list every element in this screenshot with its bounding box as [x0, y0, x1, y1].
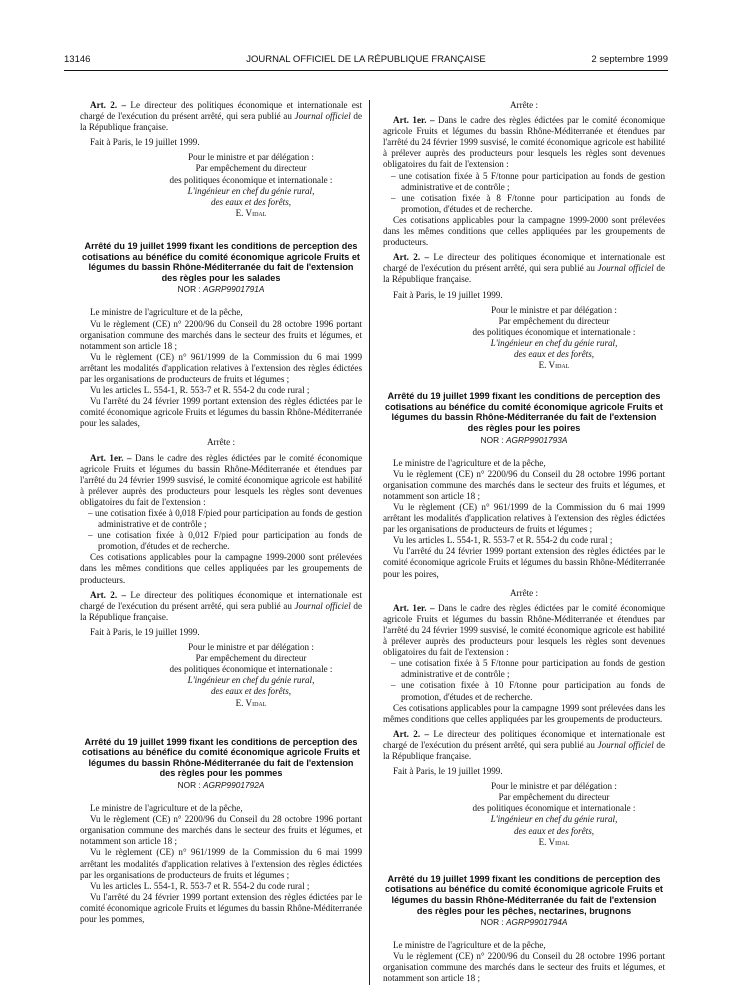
arrete-heading: Arrête : — [509, 100, 539, 110]
issue-date: 2 septembre 1999 — [591, 54, 668, 65]
header-rule — [64, 70, 668, 71]
nor-reference: NOR : AGRP9901794A — [480, 917, 568, 928]
signature-block: Pour le ministre et par délégation : Par empêchement du directeur des politiques économique et internationale : L'ingénieur en chef du génie rural, des eaux et des forêts, E. Vidal — [140, 152, 362, 219]
signatory-name: E. Vidal — [235, 207, 267, 218]
nor-reference: NOR : AGRP9901791A — [177, 284, 265, 295]
article-label: Art. 2. – — [393, 728, 430, 739]
decree-title: Arrêté du 19 juillet 1999 fixant les conditions de perception des cotisations au bénéfice du comité économique agricole Fruits et légumes du bassin Rhône-Méditerranée du fait de l'extension des règles pour les pêches, nectarines, brugnons — [385, 873, 663, 916]
article-label: Art. 2. – — [90, 100, 127, 110]
journal-title: JOURNAL OFFICIEL DE LA RÉPUBLIQUE FRANÇAISE — [246, 54, 486, 65]
signatory-name: E. Vidal — [538, 360, 570, 371]
signature-block: Pour le ministre et par délégation : Par empêchement du directeur des politiques économique et internationale : L'ingénieur en chef du génie rural, des eaux et des forêts, E. Vidal — [443, 781, 665, 848]
article-label: Art. 1er. – — [393, 115, 435, 126]
nor-reference: NOR : AGRP9901792A — [177, 779, 265, 790]
nor-reference: NOR : AGRP9901793A — [480, 434, 568, 445]
signature-block: Pour le ministre et par délégation : Par empêchement du directeur des politiques économique et internationale : L'ingénieur en chef du génie rural, des eaux et des forêts, E. Vidal — [140, 642, 362, 709]
signature-block: Pour le ministre et par délégation : Par empêchement du directeur des politiques économique et internationale : L'ingénieur en chef du génie rural, des eaux et des forêts, E. Vidal — [443, 305, 665, 372]
page-number: 13146 — [64, 54, 91, 65]
article-label: Art. 2. – — [393, 252, 430, 263]
arrete-heading: Arrête : — [206, 437, 236, 448]
arrete-heading: Arrête : — [509, 587, 539, 598]
decree-title: Arrêté du 19 juillet 1999 fixant les conditions de perception des cotisations au bénéfice du comité économique agricole Fruits et légumes du bassin Rhône-Méditerranée du fait de l'extension des règles pour les salades — [82, 240, 360, 283]
article-label: Art. 1er. – — [393, 602, 435, 613]
decree-title: Arrêté du 19 juillet 1999 fixant les conditions de perception des cotisations au bénéfice du comité économique agricole Fruits et légumes du bassin Rhône-Méditerranée du fait de l'extension des règles pour les poires — [385, 391, 663, 433]
column-divider — [369, 100, 370, 985]
article-label: Art. 1er. – — [90, 452, 132, 463]
page-header — [64, 54, 668, 67]
decree-title: Arrêté du 19 juillet 1999 fixant les conditions de perception des cotisations au bénéfice du comité économique agricole Fruits et légumes du bassin Rhône-Méditerranée du fait de l'extension des règles pour les pommes — [82, 736, 360, 779]
signatory-name: E. Vidal — [538, 836, 570, 847]
article-label: Art. 2. – — [90, 589, 127, 600]
signatory-name: E. Vidal — [235, 697, 267, 708]
right-column: Arrête : Art. 1er. – Dans le cadre des règles édictées par le comité économique agricole Fruits et légumes du bassin Rhône-Méditerranée et étendues par l'arrêté du 24 février 1999 susvisé, le comité économique agricole est habilité à prélever auprès des producteurs pour lesquels les règles sont devenues obligatoires du fait de l'extension : – une cotisation fixée à 5 F/tonne pour participation au fonds de gestion administrative et de contrôle ; – une cotisation fixée à 8 F/tonne pour participation au fonds de promotion, d'études et de recherche. Ces cotisations applicables pour la campagne 1999-2000 sont prélevées dans les mêmes conditions que celles appliquées par les groupements de producteurs. Art. 2. – Le directeur des politiques économique et internationale est chargé de l'exécution du présent arrêté, qui sera publié au Journal officiel de la République française. Fait à Paris, le 19 juillet 1999. Pour le ministre et par délégation : Par empêchement du directeur des politiques économique et internationale : L'ingénieur en chef du génie rural, des eaux et des forêts, E. Vidal Arrêté du 19 juillet 1999 fixant les conditions de perception des cotisations au bénéfice du comité économique agricole Fruits et légumes du bassin Rhône-Méditerranée du fait de l'extension des règles pour les poires NOR : AGRP9901793A Le ministre de l'agriculture et de la pêche, Vu le règlement (CE) n° 2200/96 du Conseil du 28 octobre 1996 portant organisation commune des marchés dans le secteur des fruits et légumes, et notamment son article 18 ; Vu le règlement (CE) n° 961/1999 de la Commission du 6 mai 1999 arrêtant les modalités d'application relatives à l'extension des règles édictées par les organisations de producteurs de fruits et légumes ; Vu les articles L. 554-1, R. 553-7 et R. 554-2 du code rural ; Vu l'arrêté du 24 février 1999 portant extension des règles édictées par le comité économique agricole Fruits et légumes du bassin Rhône-Méditerranée pour les poires, Arrête : Art. 1er. – Dans le cadre des règles édictées par le comité économique agricole Fruits et légumes du bassin Rhône-Méditerranée et étendues par l'arrêté du 24 février 1999 susvisé, le comité économique agricole est habilité à prélever auprès des producteurs pour lesquels les règles sont devenues obligatoires du fait de l'extension : – une cotisation fixée à 5 F/tonne pour participation au fonds de gestion administrative et de contrôle ; – une cotisation fixée à 10 F/tonne pour participation au fonds de promotion, d'études et de recherche. Ces cotisations applicables pour la campagne 1999 sont prélevées dans les mêmes conditions que celles appliquées par les groupements de producteurs. Art. 2. – Le directeur des politiques économique et internationale est chargé de l'exécution du présent arrêté, qui sera publié au Journal officiel de la République française. Fait à Paris, le 19 juillet 1999. Pour le ministre et par délégation : Par empêchement du directeur des politiques économique et internationale : L'ingénieur en chef du génie rural, des eaux et des forêts, E. Vidal Arrêté du 19 juillet 1999 fixant les conditions de perception des cotisations au bénéfice du comité économique agricole Fruits et légumes du bassin Rhône-Méditerranée du fait de l'extension des règles pour les pêches, nectarines, brugnons NOR : AGRP9901794A Le ministre de l'agriculture et de la pêche, Vu le règlement (CE) n° 2200/96 du Conseil du 28 octobre 1996 portant organisation commune des marchés dans le secteur des fruits et légumes, et notamment son article 18 ; — [383, 100, 665, 984]
article-2-paragraph: Art. 2. – Le directeur des politiques économique et internationale est chargé de l'exécution du présent arrêté, qui sera publié au Journal officiel de la République française. — [80, 100, 362, 133]
fait-a-paris: Fait à Paris, le 19 juillet 1999. — [90, 137, 200, 148]
left-column: Art. 2. – Le directeur des politiques économique et internationale est chargé de l'exécution du présent arrêté, qui sera publié au Journal officiel de la République française. Fait à Paris, le 19 juillet 1999. Pour le ministre et par délégation : Par empêchement du directeur des politiques économique et internationale : L'ingénieur en chef du génie rural, des eaux et des forêts, E. Vidal Arrêté du 19 juillet 1999 fixant les conditions de perception des cotisations au bénéfice du comité économique agricole Fruits et légumes du bassin Rhône-Méditerranée du fait de l'extension des règles pour les salades NOR : AGRP9901791A Le ministre de l'agriculture et de la pêche, Vu le règlement (CE) n° 2200/96 du Conseil du 28 octobre 1996 portant organisation commune des marchés dans le secteur des fruits et légumes, et notamment son article 18 ; Vu le règlement (CE) n° 961/1999 de la Commission du 6 mai 1999 arrêtant les modalités d'application relatives à l'extension des règles édictées par les organisations de producteurs de fruits et légumes ; Vu les articles L. 554-1, R. 553-7 et R. 554-2 du code rural ; Vu l'arrêté du 24 février 1999 portant extension des règles édictées par le comité économique agricole Fruits et légumes du bassin Rhône-Méditerranée pour les salades, Arrête : Art. 1er. – Dans le cadre des règles édictées par le comité économique agricole Fruits et légumes du bassin Rhône-Méditerranée et étendues par l'arrêté du 24 février 1999 susvisé, le comité économique agricole est habilité à prélever auprès des producteurs pour lesquels les règles sont devenues obligatoires du fait de l'extension : – une cotisation fixée à 0,018 F/pied pour participation au fonds de gestion administrative et de contrôle ; – une cotisation fixée à 0,012 F/pied pour participation au fonds de promotion, d'études et de recherche. Ces cotisations applicables pour la campagne 1999-2000 sont prélevées dans les mêmes conditions que celles appliquées par les groupements de producteurs. Art. 2. – Le directeur des politiques économique et internationale est chargé de l'exécution du présent arrêté, qui sera publié au Journal officiel de la République française. Fait à Paris, le 19 juillet 1999. Pour le ministre et par délégation : Par empêchement du directeur des politiques économique et internationale : L'ingénieur en chef du génie rural, des eaux et des forêts, E. Vidal Arrêté du 19 juillet 1999 fixant les conditions de perception des cotisations au bénéfice du comité économique agricole Fruits et légumes du bassin Rhône-Méditerranée du fait de l'extension des règles pour les pommes NOR : AGRP9901792A Le ministre de l'agriculture et de la pêche, Vu le règlement (CE) n° 2200/96 du Conseil du 28 octobre 1996 portant organisation commune des marchés dans le secteur des fruits et légumes, et notamment son article 18 ; Vu le règlement (CE) n° 961/1999 de la Commission du 6 mai 1999 arrêtant les modalités d'application relatives à l'extension des règles édictées par les organisations de producteurs de fruits et légumes ; Vu les articles L. 554-1, R. 553-7 et R. 554-2 du code rural ; Vu l'arrêté du 24 février 1999 portant extension des règles édictées par le comité économique agricole Fruits et légumes du bassin Rhône-Méditerranée pour les pommes, — [80, 100, 362, 924]
